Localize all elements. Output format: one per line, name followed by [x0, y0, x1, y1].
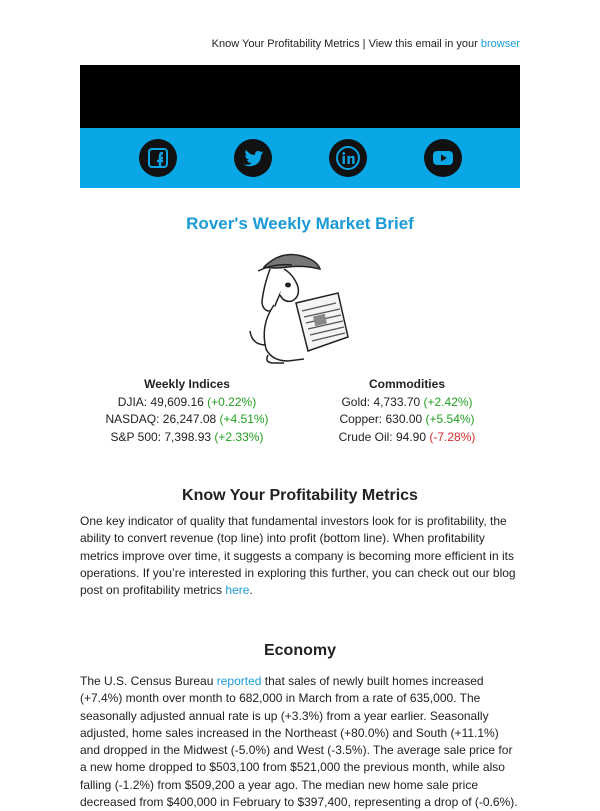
change-value: (+4.51%): [219, 412, 269, 426]
change-value: (+2.42%): [423, 394, 473, 409]
browser-link[interactable]: browser: [480, 38, 520, 50]
index-row: DJIA: 49,609.16 (+0.22%): [117, 394, 257, 409]
header-banner: [80, 65, 520, 128]
commodity-row: Crude Oil: 94.90 (-7.28%): [338, 429, 476, 444]
change-value: (-7.28%): [429, 429, 476, 444]
blog-post-link[interactable]: here: [225, 583, 250, 598]
brief-title: Rover's Weekly Market Brief: [186, 214, 414, 233]
change-value: (+5.54%): [425, 412, 475, 426]
indices-heading: Weekly Indices: [144, 377, 230, 391]
preheader-text: Know Your Profitability Metrics | View this email in your: [211, 38, 481, 50]
commodity-row: Gold: 4,733.70 (+2.42%): [341, 394, 473, 409]
section-heading-profitability: Know Your Profitability Metrics: [182, 487, 418, 504]
commodity-row: Copper: 630.00 (+5.54%): [339, 412, 475, 426]
linkedin-icon[interactable]: [329, 139, 367, 177]
dog-reading-newspaper-illustration: [244, 245, 356, 367]
youtube-icon[interactable]: [424, 139, 462, 177]
profitability-paragraph: One key indicator of quality that fundamental investors look for is profitability, the ability to convert revenue (top line) into profit (bottom line). When profitability metrics improve over time, it suggests a company is becoming more efficient in its operations. If you’re interested in exploring this further, you can check out our blog post on profitability metrics here.: [80, 514, 516, 598]
preheader: [212, 38, 520, 50]
index-row: S&P 500: 7,398.93 (+2.33%): [110, 429, 264, 444]
change-value: (+0.22%): [207, 394, 257, 409]
census-report-link[interactable]: reported: [216, 674, 262, 688]
commodities: [297, 376, 517, 446]
index-row: NASDAQ: 26,247.08 (+4.51%): [105, 412, 269, 426]
weekly-indices: [77, 376, 297, 446]
facebook-icon[interactable]: [139, 139, 177, 177]
section-heading-economy: Economy: [263, 642, 336, 659]
twitter-icon[interactable]: [234, 139, 272, 177]
economy-paragraph: The U.S. Census Bureau reported that sales of newly built homes increased (+7.4%) month over month to 682,000 in March from a rate of 635,000. The seasonally adjusted annual rate is up (+3.3%) from a year earlier. Seasonally adjusted, home sales increased in the Northeast (+80.0%) and South (+11.1%) and dropped in the Midwest (-5.0%) and West (-3.5%). The average sale price for a new home dropped to $503,100 from $521,000 the previous month, while also falling (-1.2%) from $509,200 a year ago. The median new home sale price decreased from $400,000 in February to $397,400, representing a drop of (-0.6%).: [80, 674, 518, 810]
change-value: (+2.33%): [214, 429, 264, 444]
social-bar: [80, 128, 520, 188]
commodities-heading: Commodities: [368, 377, 445, 391]
